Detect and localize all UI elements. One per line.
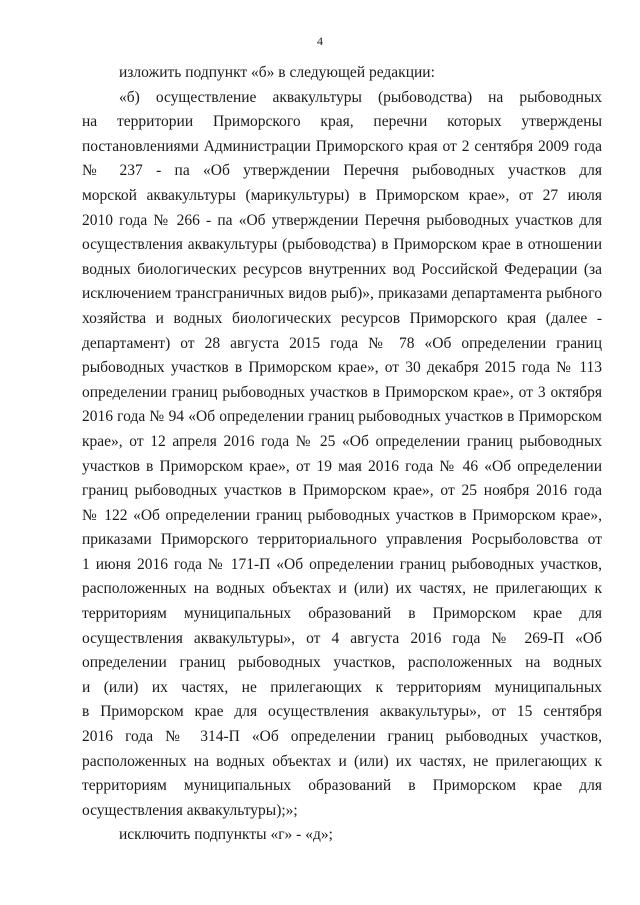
paragraph-line-last: осуществления аквакультуры);»;	[82, 801, 298, 819]
paragraph-line: в Приморском крае для осуществления аквакультуры», от 15 сентября	[82, 703, 602, 721]
paragraph-line: определении границ рыбоводных участков, расположенных на водных	[82, 654, 602, 672]
paragraph-line: расположенных на водных объектах и (или) их частях, не прилегающих к	[82, 580, 602, 598]
paragraph-line: хозяйства и водных биологических ресурсов Приморского края (далее -	[82, 309, 602, 327]
document-body	[82, 61, 602, 848]
paragraph-line: крае», от 12 апреля 2016 года № 25 «Об определении границ рыбоводных	[82, 432, 602, 450]
intro-line: изложить подпункт «б» в следующей редакции:	[119, 64, 435, 81]
paragraph-line: постановлениями Администрации Приморского края от 2 сентября 2009 года	[82, 137, 602, 155]
paragraph-line: «б) осуществление аквакультуры (рыбоводства) на рыбоводных	[119, 88, 602, 106]
paragraph-line: осуществления аквакультуры», от 4 августа 2016 года № 269-П «Об	[82, 629, 602, 647]
paragraph-line: исключением трансграничных видов рыб)», приказами департамента рыбного	[82, 285, 602, 303]
paragraph-line: и (или) их частях, не прилегающих к территориям муниципальных	[82, 678, 602, 696]
paragraph-line: расположенных на водных объектах и (или) их частях, не прилегающих к	[82, 752, 602, 770]
paragraph-line: водных биологических ресурсов внутренних вод Российской Федерации (за	[82, 260, 602, 278]
paragraph-line: 2010 года № 266 - па «Об утверждении Перечня рыбоводных участков для	[82, 211, 602, 229]
paragraph-line: департамент) от 28 августа 2015 года № 78 «Об определении границ	[82, 334, 602, 352]
paragraph-line: № 237 - па «Об утверждении Перечня рыбоводных участков для	[82, 162, 602, 180]
page-number: 4	[317, 34, 323, 48]
paragraph-line: территориям муниципальных образований в Приморском крае для	[82, 777, 602, 795]
paragraph-line: участков в Приморском крае», от 19 мая 2016 года № 46 «Об определении	[82, 457, 602, 475]
paragraph-line: осуществления аквакультуры (рыбоводства) в Приморском крае в отношении	[82, 236, 602, 254]
paragraph-line: 1 июня 2016 года № 171-П «Об определении границ рыбоводных участков,	[82, 555, 602, 573]
paragraph-line: приказами Приморского территориального управления Росрыболовства от	[82, 531, 602, 549]
closing-line: исключить подпункты «г» - «д»;	[119, 826, 333, 844]
paragraph-line: морской аквакультуры (марикультуры) в Приморском крае», от 27 июля	[82, 186, 602, 204]
paragraph-line: определении границ рыбоводных участков в Приморском крае», от 3 октября	[82, 383, 602, 401]
paragraph-line: № 122 «Об определении границ рыбоводных участков в Приморском крае»,	[82, 506, 602, 524]
paragraph-line: 2016 года № 314-П «Об определении границ рыбоводных участков,	[82, 728, 602, 746]
paragraph-line: границ рыбоводных участков в Приморском крае», от 25 ноября 2016 года	[82, 482, 602, 500]
paragraph-line: территориям муниципальных образований в Приморском крае для	[82, 605, 602, 623]
paragraph-line: 2016 года № 94 «Об определении границ рыбоводных участков в Приморском	[82, 408, 602, 426]
paragraph-line: на территории Приморского края, перечни которых утверждены	[82, 113, 602, 131]
paragraph-line: рыбоводных участков в Приморском крае», от 30 декабря 2015 года № 113	[82, 359, 602, 377]
